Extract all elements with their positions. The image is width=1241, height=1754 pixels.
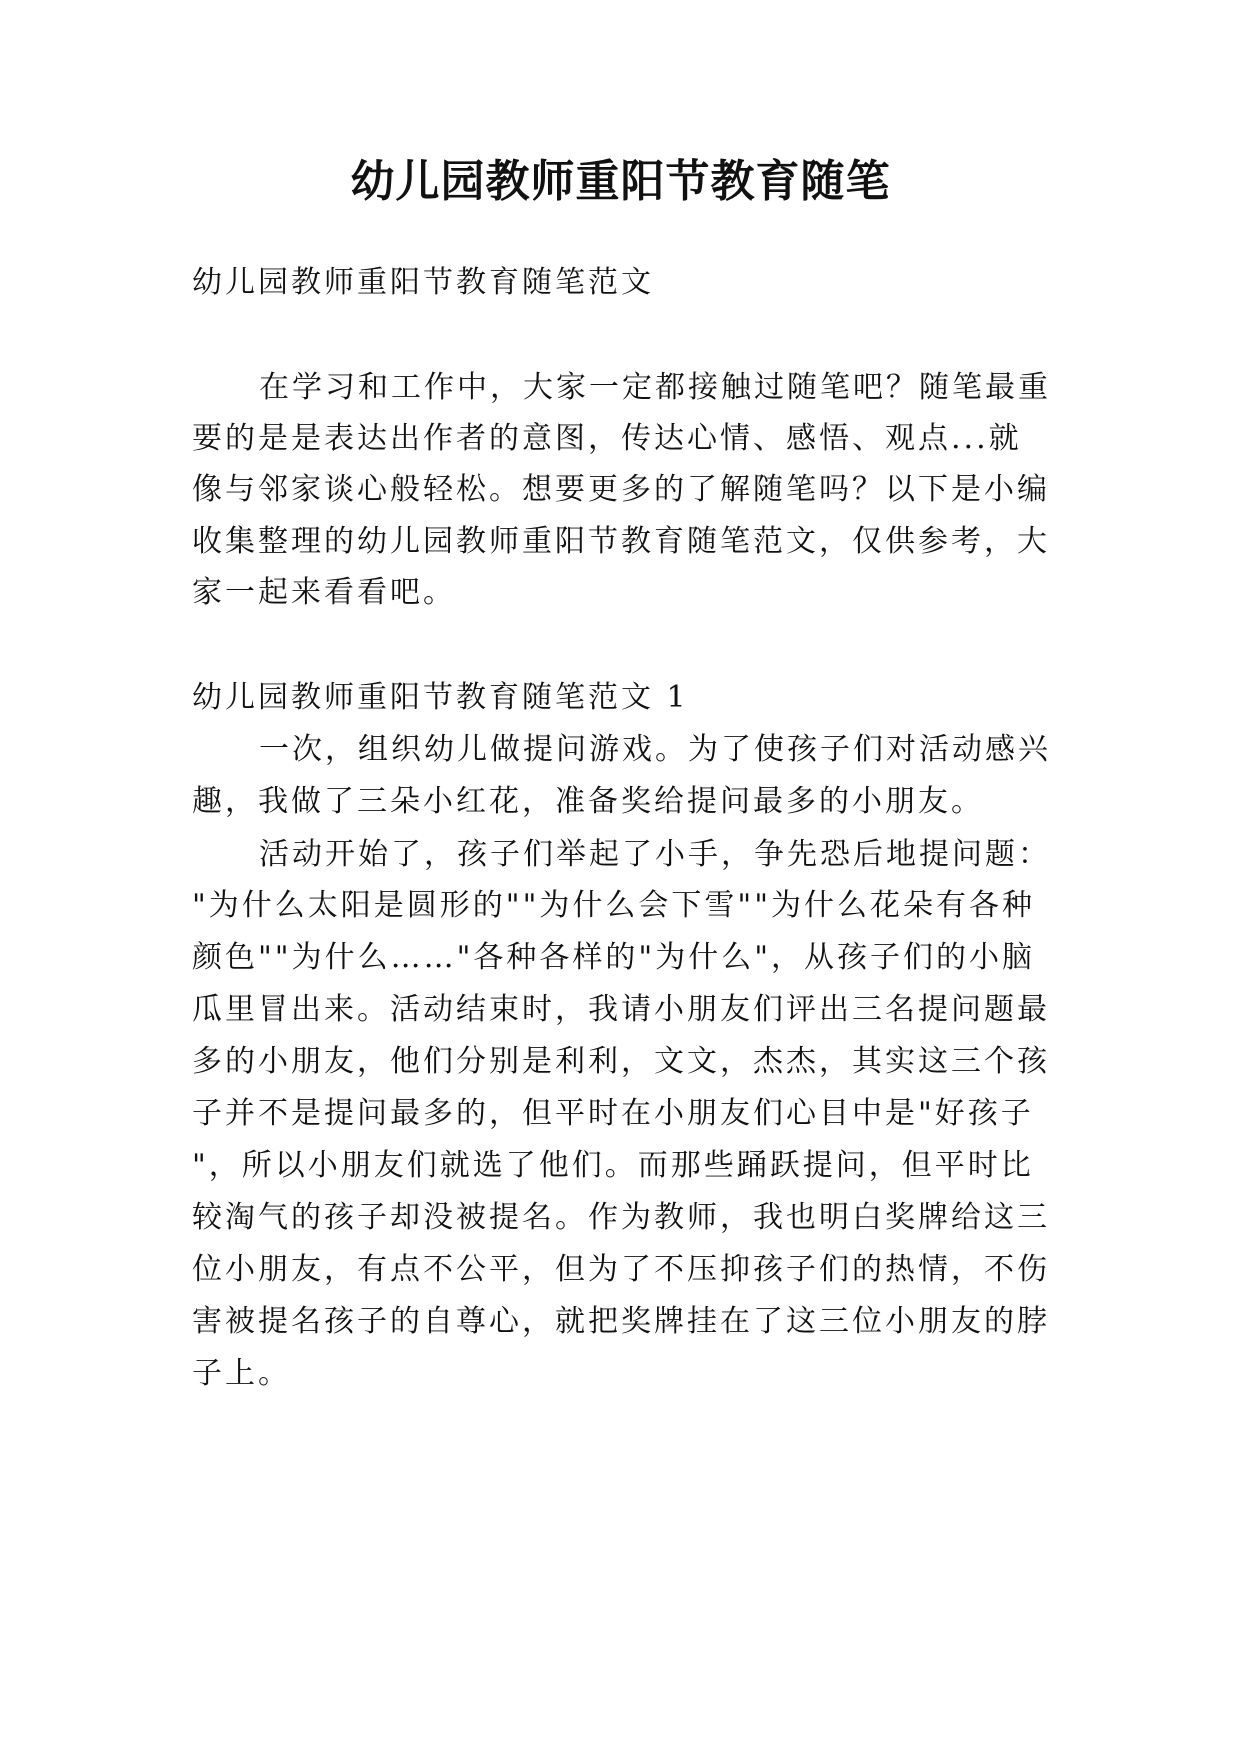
para2-line-1: 活动开始了，孩子们举起了小手，争先恐后地提问题： [259,837,1051,872]
para2-line-9: 位小朋友，有点不公平，但为了不压抑孩子们的热情，不伤 [192,1252,1050,1287]
intro-line-3: 像与邻家谈心般轻松。想要更多的了解随笔吗？以下是小编 [192,472,1050,507]
para2-line-4: 瓜里冒出来。活动结束时，我请小朋友们评出三名提问题最 [192,992,1050,1027]
intro-line-5: 家一起来看看吧。 [192,575,456,610]
para2-line-7: "，所以小朋友们就选了他们。而那些踊跃提问，但平时比 [192,1148,1034,1183]
para2-line-2: "为什么太阳是圆形的""为什么会下雪""为什么花朵有各种 [192,888,1035,923]
para1-line-1: 一次，组织幼儿做提问游戏。为了使孩子们对活动感兴 [259,732,1051,767]
para2-line-3: 颜色""为什么……"各种各样的"为什么"，从孩子们的小脑 [192,940,1035,975]
para2-line-11: 子上。 [192,1356,291,1391]
intro-line-4: 收集整理的幼儿园教师重阳节教育随笔范文，仅供参考，大 [192,524,1050,559]
para2-line-6: 子并不是提问最多的，但平时在小朋友们心目中是"好孩子 [192,1096,1034,1131]
para1-line-2: 趣，我做了三朵小红花，准备奖给提问最多的小朋友。 [192,784,984,819]
intro-line-1: 在学习和工作中，大家一定都接触过随笔吧？随笔最重 [259,370,1051,405]
section-heading: 幼儿园教师重阳节教育随笔范文 1 [192,680,689,715]
intro-line-2: 要的是是表达出作者的意图，传达心情、感悟、观点...就 [192,421,1022,456]
para2-line-8: 较淘气的孩子却没被提名。作为教师，我也明白奖牌给这三 [192,1200,1050,1235]
para2-line-10: 害被提名孩子的自尊心，就把奖牌挂在了这三位小朋友的脖 [192,1304,1050,1339]
para2-line-5: 多的小朋友，他们分别是利利，文文，杰杰，其实这三个孩 [192,1044,1050,1079]
document-title: 幼儿园教师重阳节教育随笔 [350,156,891,207]
document-subtitle: 幼儿园教师重阳节教育随笔范文 [192,265,654,300]
